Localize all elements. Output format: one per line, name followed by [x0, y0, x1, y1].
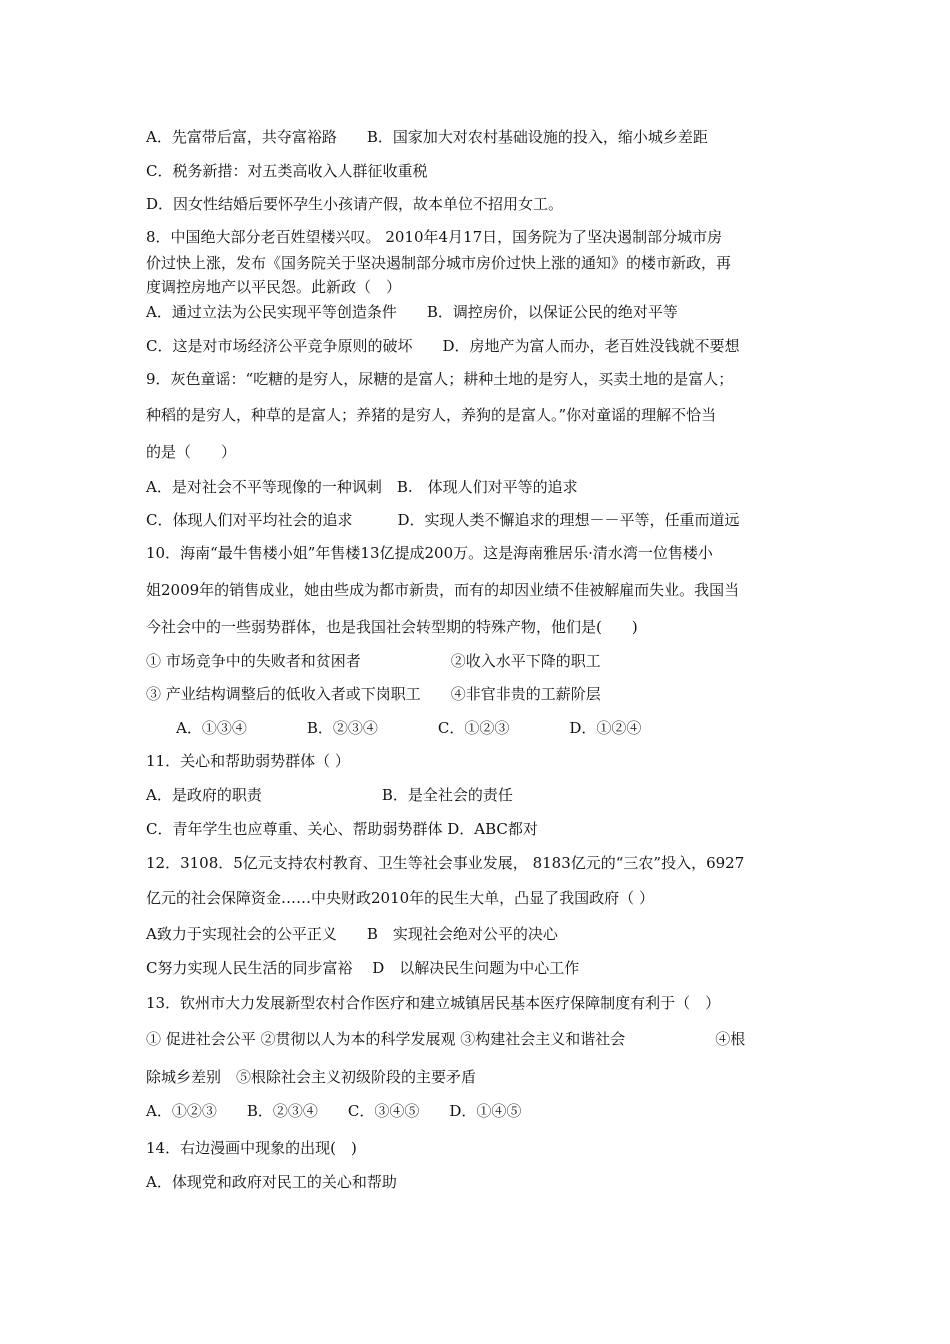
option-line: C．这是对市场经济公平竞争原则的破坏 D．房地产为富人而办，老百姓没钱就不要想	[146, 337, 740, 355]
question-13-text: ① 促进社会公平 ②贯彻以人为本的科学发展观 ③构建社会主义和谐社会 ④根	[146, 1030, 746, 1048]
question-10-text: 今社会中的一些弱势群体，也是我国社会转型期的特殊产物，他们是( )	[146, 618, 638, 636]
question-8-text: 度调控房地产以平民怨。此新政（ ）	[146, 278, 402, 296]
question-9-text: 种稻的是穷人，种草的是富人；养猪的是穷人，养狗的是富人。”你对童谣的理解不恰当	[146, 406, 717, 424]
question-9-text: 9．灰色童谣：“吃糖的是穷人，尿糖的是富人；耕种土地的是穷人，买卖土地的是富人；	[146, 370, 734, 388]
option-line: A．①③④ B．②③④ C．①②③ D．①②④	[146, 719, 642, 737]
option-line: A．是对社会不平等现像的一种讽刺 B. 体现人们对平等的追求	[146, 478, 578, 496]
question-11-text: 11．关心和帮助弱势群体（ ）	[146, 752, 350, 770]
question-10-text: 10．海南“最牛售楼小姐”年售楼13亿提成200万。这是海南雅居乐·清水湾一位售楼小	[146, 544, 713, 562]
option-line: ① 市场竞争中的失败者和贫困者 ②收入水平下降的职工	[146, 652, 601, 670]
option-line: C．税务新措：对五类高收入人群征收重税	[146, 162, 428, 180]
option-line: C．青年学生也应尊重、关心、帮助弱势群体 D．ABC都对	[146, 820, 538, 838]
option-line: A．是政府的职责 B．是全社会的责任	[146, 786, 513, 804]
question-14-text: 14．右边漫画中现象的出现( )	[146, 1139, 357, 1157]
option-line: A．通过立法为公民实现平等创造条件 B．调控房价，以保证公民的绝对平等	[146, 303, 678, 321]
option-line: A致力于实现社会的公平正义 B 实现社会绝对公平的决心	[146, 925, 558, 943]
question-8-text: 8．中国绝大部分老百姓望楼兴叹。 2010年4月17日，国务院为了坚决遏制部分城市房	[146, 228, 723, 246]
question-9-text: 的是（ ）	[146, 443, 237, 461]
option-line: D．因女性结婚后要怀孕生小孩请产假，故本单位不招用女工。	[146, 195, 564, 213]
question-12-text: 12．3108．5亿元支持农村教育、卫生等社会事业发展， 8183亿元的“三农”投入，6927	[146, 854, 745, 872]
option-line: ③ 产业结构调整后的低收入者或下岗职工 ④非官非贵的工薪阶层	[146, 685, 601, 703]
option-line: A．体现党和政府对民工的关心和帮助	[146, 1173, 397, 1191]
option-line: C努力实现人民生活的同步富裕 D 以解决民生问题为中心工作	[146, 959, 580, 977]
option-line: A．先富带后富，共夺富裕路 B．国家加大对农村基础设施的投入，缩小城乡差距	[146, 128, 708, 146]
question-8-text: 价过快上涨，发布《国务院关于坚决遏制部分城市房价过快上涨的通知》的楼市新政，再	[146, 254, 732, 272]
option-line: A．①②③ B．②③④ C．③④⑤ D．①④⑤	[146, 1102, 522, 1120]
question-13-text: 除城乡差别 ⑤根除社会主义初级阶段的主要矛盾	[146, 1068, 477, 1086]
question-12-text: 亿元的社会保障资金……中央财政2010年的民生大单，凸显了我国政府（ ）	[146, 889, 654, 907]
question-10-text: 姐2009年的销售成业，她由些成为都市新贵，而有的却因业绩不佳被解雇而失业。我国当	[146, 581, 740, 599]
question-13-text: 13．钦州市大力发展新型农村合作医疗和建立城镇居民基本医疗保障制度有利于（ ）	[146, 994, 721, 1012]
option-line: C．体现人们对平均社会的追求 D．实现人类不懈追求的理想－－平等，任重而道远	[146, 511, 740, 529]
